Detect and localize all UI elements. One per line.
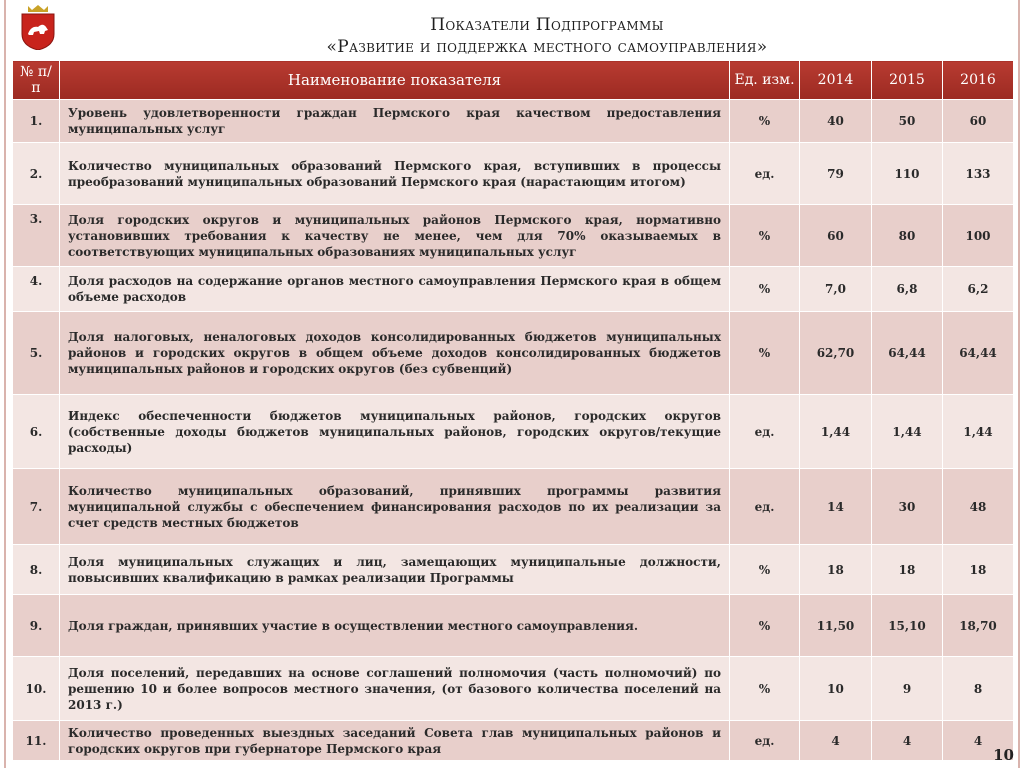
- row-2014: 18: [800, 545, 872, 595]
- row-num: 10.: [13, 657, 60, 721]
- row-2016: 60: [943, 100, 1014, 143]
- row-2015: 4: [872, 721, 943, 761]
- table-header-row: [13, 61, 1014, 100]
- row-2014: 40: [800, 100, 872, 143]
- table-row: [13, 595, 1014, 657]
- row-2015: 50: [872, 100, 943, 143]
- row-2015: 30: [872, 469, 943, 545]
- frame-line-right: [1018, 0, 1020, 768]
- row-2016: 6,2: [943, 267, 1014, 312]
- row-unit: %: [730, 267, 800, 312]
- row-num: 11.: [13, 721, 60, 761]
- row-name: Доля поселений, передавших на основе соглашений полномочия (часть полномочий) по решению 10 и более вопросов местного значения, (от базового количества поселений на 2013 г.): [60, 657, 730, 721]
- row-2016: 48: [943, 469, 1014, 545]
- row-2015: 18: [872, 545, 943, 595]
- row-unit: ед.: [730, 469, 800, 545]
- row-2014: 14: [800, 469, 872, 545]
- indicators-table: [12, 60, 1014, 761]
- row-2014: 60: [800, 205, 872, 267]
- row-name: Доля расходов на содержание органов местного самоуправления Пермского края в общем объеме расходов: [60, 267, 730, 312]
- row-unit: ед.: [730, 395, 800, 469]
- row-name: Доля граждан, принявших участие в осуществлении местного самоуправления.: [60, 595, 730, 657]
- row-name: Доля городских округов и муниципальных районов Пермского края, нормативно установивших требования к качеству не менее, чем для 70% оказываемых в соответствующих муниципальных образованиях муниципальных услуг: [60, 205, 730, 267]
- row-2016: 1,44: [943, 395, 1014, 469]
- row-name: Доля налоговых, неналоговых доходов консолидированных бюджетов муниципальных районов и городских округов в общем объеме доходов консолидированных бюджетов муниципальных районов и городских округов (без субвенций): [60, 312, 730, 395]
- row-num: 7.: [13, 469, 60, 545]
- row-num: 8.: [13, 545, 60, 595]
- row-name: Количество проведенных выездных заседаний Совета глав муниципальных районов и городских округов при губернаторе Пермского края: [60, 721, 730, 761]
- row-num: 6.: [13, 395, 60, 469]
- row-name: Уровень удовлетворенности граждан Пермского края качеством предоставления муниципальных услуг: [60, 100, 730, 143]
- row-num: 3.: [13, 205, 60, 267]
- table-row: [13, 469, 1014, 545]
- row-name: Количество муниципальных образований Пермского края, вступивших в процессы преобразований муниципальных образований Пермского края (нарастающим итогом): [60, 143, 730, 205]
- row-name: Количество муниципальных образований, принявших программы развития муниципальной службы с обеспечением финансирования расходов по их реализации за счет средств местных бюджетов: [60, 469, 730, 545]
- table-row: [13, 267, 1014, 312]
- header-2015: 2015: [872, 61, 943, 100]
- row-unit: %: [730, 100, 800, 143]
- row-num: 5.: [13, 312, 60, 395]
- row-2016: 100: [943, 205, 1014, 267]
- table-row: [13, 312, 1014, 395]
- row-2016: 64,44: [943, 312, 1014, 395]
- row-2016: 133: [943, 143, 1014, 205]
- row-unit: %: [730, 545, 800, 595]
- frame-line-left: [4, 0, 6, 768]
- page-title: [130, 14, 964, 58]
- row-2015: 15,10: [872, 595, 943, 657]
- row-unit: ед.: [730, 721, 800, 761]
- header-2014: 2014: [800, 61, 872, 100]
- row-2015: 110: [872, 143, 943, 205]
- header-2016: 2016: [943, 61, 1014, 100]
- row-name: Индекс обеспеченности бюджетов муниципальных районов, городских округов (собственные доходы бюджетов муниципальных районов, городских округов/текущие расходы): [60, 395, 730, 469]
- row-2014: 7,0: [800, 267, 872, 312]
- row-num: 4.: [13, 267, 60, 312]
- row-2014: 79: [800, 143, 872, 205]
- row-2015: 80: [872, 205, 943, 267]
- header-unit: Ед. изм.: [730, 61, 800, 100]
- page-number: 10: [993, 746, 1014, 764]
- row-2016: 18,70: [943, 595, 1014, 657]
- title-line-2: «Развитие и поддержка местного самоуправления»: [326, 37, 768, 57]
- row-2015: 6,8: [872, 267, 943, 312]
- table-row: [13, 545, 1014, 595]
- row-num: 2.: [13, 143, 60, 205]
- row-num: 1.: [13, 100, 60, 143]
- row-name: Доля муниципальных служащих и лиц, замещающих муниципальные должности, повысивших квалификацию в рамках реализации Программы: [60, 545, 730, 595]
- row-unit: %: [730, 657, 800, 721]
- table-row: [13, 205, 1014, 267]
- row-2014: 4: [800, 721, 872, 761]
- table-row: [13, 657, 1014, 721]
- row-2015: 1,44: [872, 395, 943, 469]
- header-num: № п/п: [13, 61, 60, 100]
- row-2014: 1,44: [800, 395, 872, 469]
- row-unit: %: [730, 595, 800, 657]
- row-2014: 10: [800, 657, 872, 721]
- row-2014: 62,70: [800, 312, 872, 395]
- table-row: [13, 395, 1014, 469]
- row-2014: 11,50: [800, 595, 872, 657]
- row-2016: 8: [943, 657, 1014, 721]
- title-line-1: Показатели Подпрограммы: [430, 15, 664, 35]
- table-row: [13, 100, 1014, 143]
- table-row: [13, 721, 1014, 761]
- row-unit: %: [730, 312, 800, 395]
- row-2016: 18: [943, 545, 1014, 595]
- row-unit: %: [730, 205, 800, 267]
- header-name: Наименование показателя: [60, 61, 730, 100]
- coat-of-arms-icon: [20, 4, 56, 50]
- row-2015: 9: [872, 657, 943, 721]
- row-2015: 64,44: [872, 312, 943, 395]
- row-num: 9.: [13, 595, 60, 657]
- row-unit: ед.: [730, 143, 800, 205]
- table-row: [13, 143, 1014, 205]
- row-2016: 4: [943, 721, 1014, 761]
